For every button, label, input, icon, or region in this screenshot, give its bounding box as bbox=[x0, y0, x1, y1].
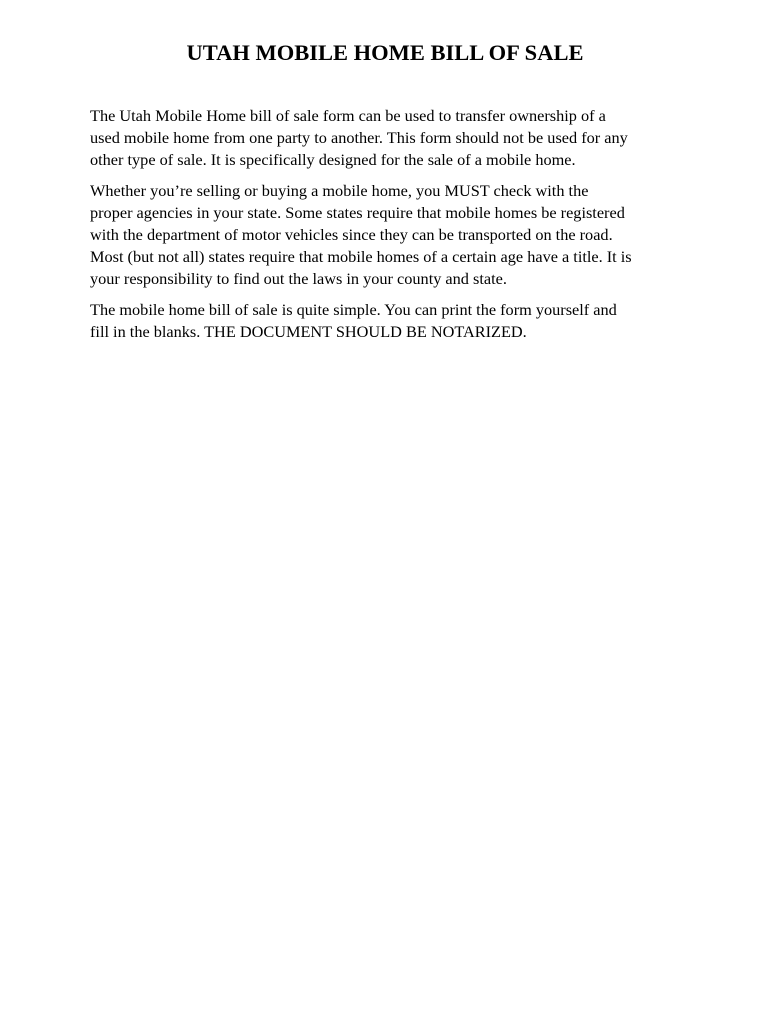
paragraph-line: proper agencies in your state. Some states require that mobile homes be registered bbox=[90, 203, 625, 222]
paragraph-intro bbox=[90, 105, 690, 171]
document-body bbox=[90, 105, 690, 352]
paragraph-instructions bbox=[90, 299, 690, 343]
paragraph-line: The mobile home bill of sale is quite simple. You can print the form yourself and bbox=[90, 300, 617, 319]
paragraph-line: fill in the blanks. THE DOCUMENT SHOULD BE NOTARIZED. bbox=[90, 322, 527, 341]
paragraph-line: your responsibility to find out the laws in your county and state. bbox=[90, 269, 507, 288]
paragraph-line: other type of sale. It is specifically designed for the sale of a mobile home. bbox=[90, 150, 576, 169]
document-title: UTAH MOBILE HOME BILL OF SALE bbox=[186, 40, 584, 65]
paragraph-line: with the department of motor vehicles since they can be transported on the road. bbox=[90, 225, 613, 244]
paragraph-line: Most (but not all) states require that mobile homes of a certain age have a title. It is bbox=[90, 247, 632, 266]
paragraph-requirements bbox=[90, 180, 690, 290]
paragraph-line: Whether you’re selling or buying a mobile home, you MUST check with the bbox=[90, 181, 589, 200]
paragraph-line: used mobile home from one party to another. This form should not be used for any bbox=[90, 128, 628, 147]
paragraph-line: The Utah Mobile Home bill of sale form can be used to transfer ownership of a bbox=[90, 106, 606, 125]
